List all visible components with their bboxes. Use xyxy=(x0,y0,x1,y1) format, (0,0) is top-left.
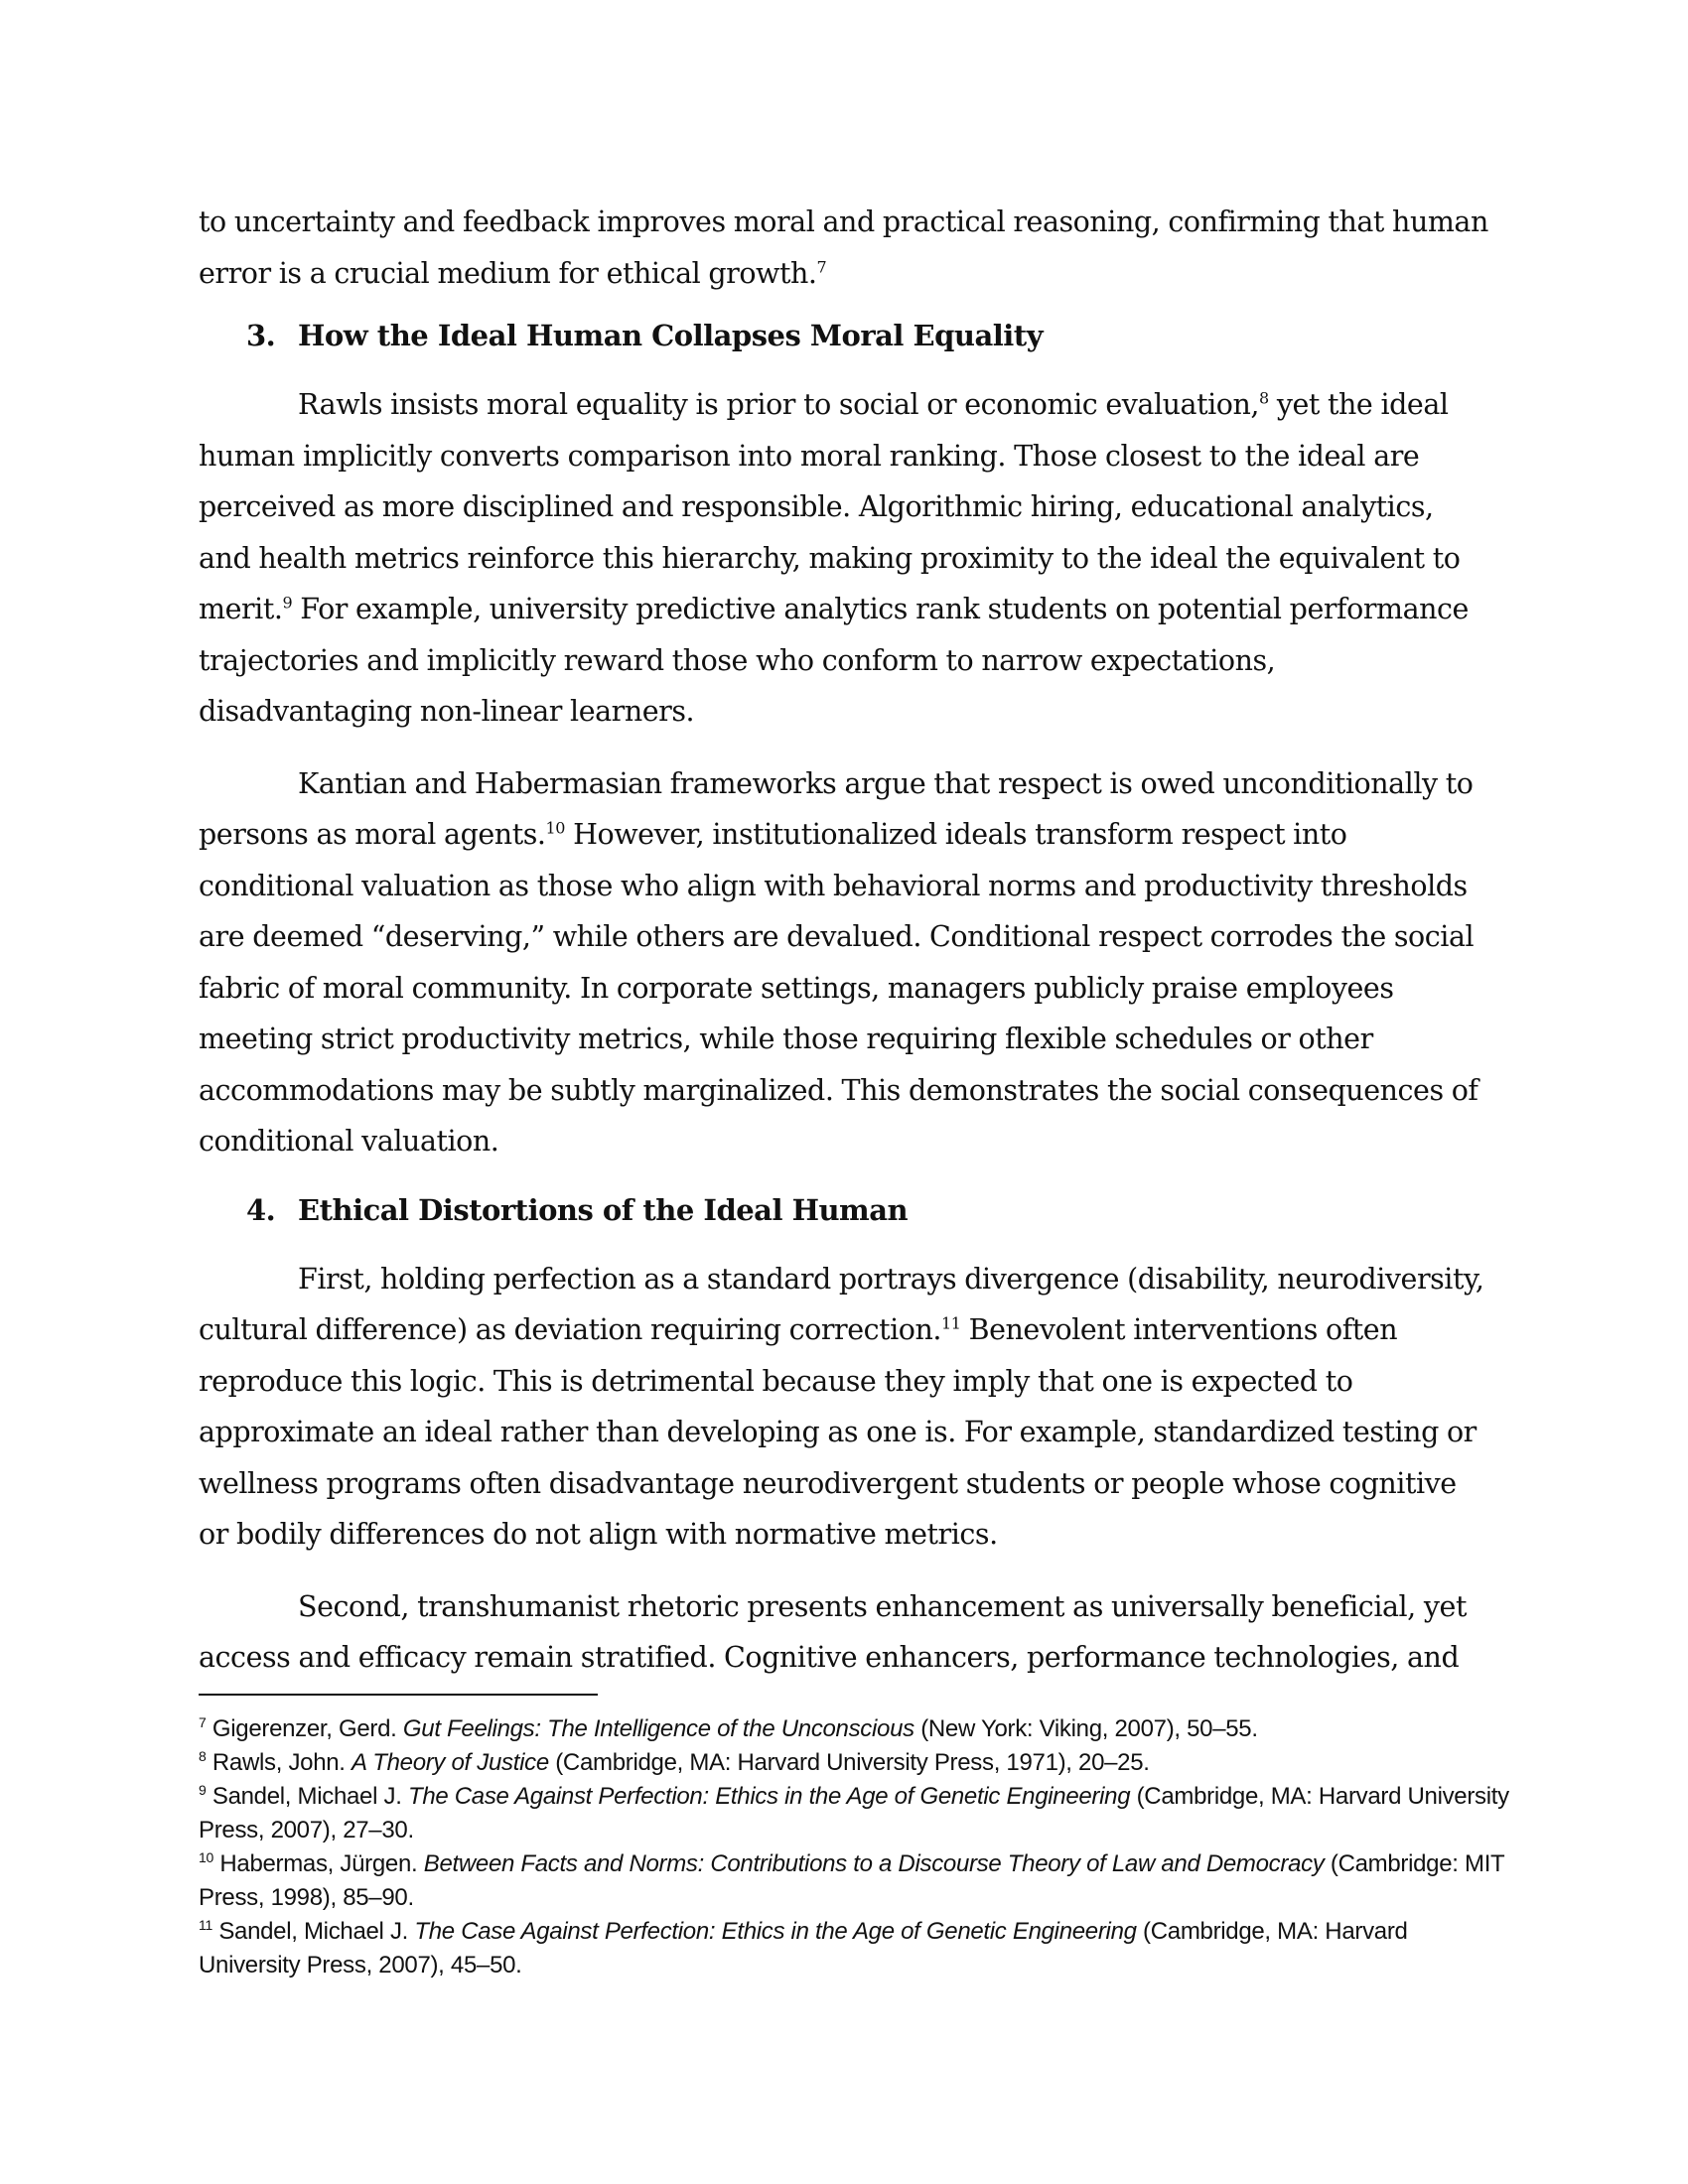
footnote-ref[interactable]: 9 xyxy=(282,593,293,613)
paragraph: Kantian and Habermasian frameworks argue that respect is owed unconditionally to persons as moral agents.$^{10}$ However, institutionalized ideals transform respect into conditional valuation as those who align with behavioral norms and productivity thresholds are deemed “deserving,” while others are devalued. Conditional respect corrodes the social fabric of moral community. In corporate settings, managers publicly praise employees meeting strict productivity metrics, while those requiring flexible schedules or other accommodations may be subtly marginalized. This demonstrates the social consequences of conditional valuation. xyxy=(199,766,1478,1158)
footnote-8: $^8$ Rawls, John. A Theory of Justice (Cambridge, MA: Harvard University Press, 1971), 20–25. xyxy=(199,1748,1150,1776)
section-number: 4. xyxy=(246,1192,276,1227)
paragraph: Rawls insists moral equality is prior to social or economic evaluation,$^8$ yet the ideal human implicitly converts comparison into moral ranking. Those closest to the ideal are perceived as more disciplined and responsible. Algorithmic hiring, educational analytics, and health metrics reinforce this hierarchy, making proximity to the ideal the equivalent to merit.$^9$ For example, university predictive analytics rank students on potential performance trajectories and implicitly reward those who conform to narrow expectations, disadvantaging non-linear learners. xyxy=(199,388,1469,728)
footnote-7: $^7$ Gigerenzer, Gerd. Gut Feelings: The Intelligence of the Unconscious (New York: Viking, 2007), 50–55. xyxy=(199,1714,1258,1742)
section-title: How the Ideal Human Collapses Moral Equality xyxy=(298,319,1044,352)
footnote-ref[interactable]: 10 xyxy=(545,818,565,838)
section-heading-4 xyxy=(199,1188,1489,1232)
section-number: 3. xyxy=(246,319,276,352)
section-title: Ethical Distortions of the Ideal Human xyxy=(298,1192,909,1227)
document-page xyxy=(199,197,1489,1705)
footnotes xyxy=(199,1712,1509,1982)
footnote-11: $^{11}$ Sandel, Michael J. The Case Against Perfection: Ethics in the Age of Genetic Engineering (Cambridge, MA: Harvard University Press, 2007), 45–50. xyxy=(199,1917,1408,1979)
footnote-ref[interactable]: 11 xyxy=(941,1313,961,1333)
footnote-separator xyxy=(199,1694,598,1696)
intro-paragraph: to uncertainty and feedback improves moral and practical reasoning, confirming that human error is a crucial medium for ethical growth.$^7$ xyxy=(199,205,1488,290)
footnote-ref[interactable]: 8 xyxy=(1258,388,1269,408)
footnote-10: $^{10}$ Habermas, Jürgen. Between Facts and Norms: Contributions to a Discourse Theory of Law and Democracy (Cambridge: MIT Press, 1998), 85–90. xyxy=(199,1849,1504,1911)
paragraph: First, holding perfection as a standard portrays divergence (disability, neurodiversity, cultural difference) as deviation requiring correction.$^{11}$ Benevolent interventions often reproduce this logic. This is detrimental because they imply that one is expected to approximate an ideal rather than developing as one is. For example, standardized testing or wellness programs often disadvantage neurodivergent students or people whose cognitive or bodily differences do not align with normative metrics. xyxy=(199,1262,1484,1551)
section-heading-3 xyxy=(199,314,1489,357)
paragraph: Second, transhumanist rhetoric presents enhancement as universally beneficial, yet access and efficacy remain stratified. Cognitive enhancers, performance technologies, and xyxy=(199,1589,1467,1674)
footnote-9: $^9$ Sandel, Michael J. The Case Against Perfection: Ethics in the Age of Genetic Engineering (Cambridge, MA: Harvard University Press, 2007), 27–30. xyxy=(199,1782,1509,1843)
footnote-ref[interactable]: 7 xyxy=(816,257,827,276)
